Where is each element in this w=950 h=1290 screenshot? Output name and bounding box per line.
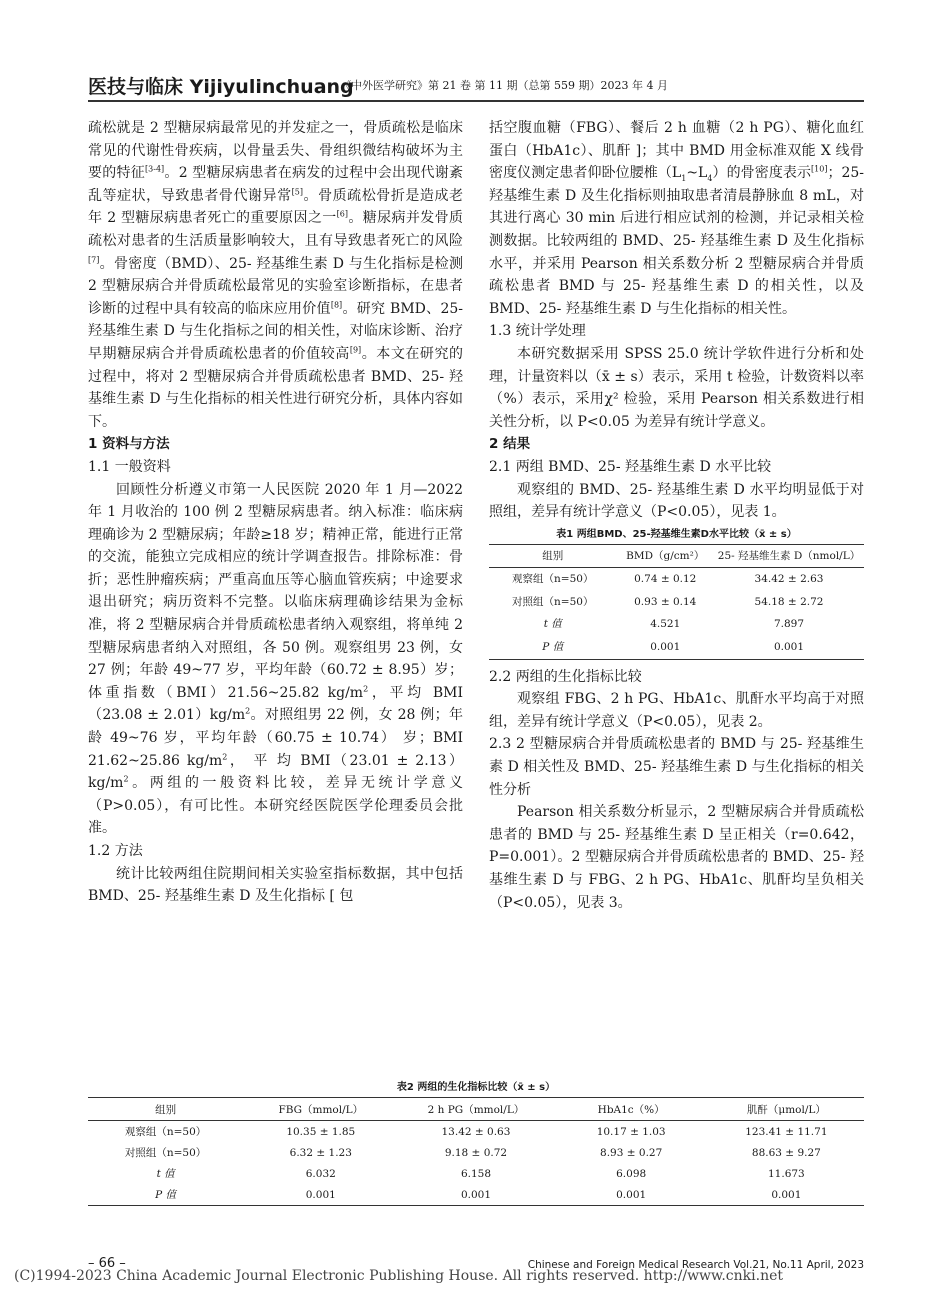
section-heading-methods: 1 资料与方法 bbox=[88, 436, 170, 453]
left-column bbox=[88, 117, 463, 908]
table2-header: 2 h PG（mmol/L） bbox=[398, 1098, 553, 1121]
table-cell: 7.897 bbox=[773, 618, 805, 631]
section-heading-results: 2 结果 bbox=[489, 436, 531, 453]
table-cell: 11.673 bbox=[768, 1167, 805, 1180]
table-cell: 10.35 ± 1.85 bbox=[286, 1125, 356, 1138]
table-cell: 10.17 ± 1.03 bbox=[596, 1125, 666, 1138]
table-cell: 54.18 ± 2.72 bbox=[754, 595, 824, 608]
page-header bbox=[88, 72, 864, 100]
table-cell: 6.032 bbox=[305, 1167, 336, 1180]
table-cell: 34.42 ± 2.63 bbox=[754, 573, 824, 586]
journal-citation: 《中外医学研究》第 21 卷 第 11 期（总第 559 期）2023 年 4 月 bbox=[340, 79, 668, 92]
table-cell: 0.001 bbox=[243, 1184, 398, 1206]
table-cell: t 值 bbox=[156, 1168, 175, 1180]
table-cell: 6.32 ± 1.23 bbox=[289, 1146, 352, 1159]
table-row bbox=[489, 613, 864, 636]
table-row bbox=[88, 1184, 864, 1206]
table-cell: 6.158 bbox=[460, 1167, 491, 1180]
subsection-heading-general: 1.1 一般资料 bbox=[88, 458, 171, 475]
table2 bbox=[88, 1097, 864, 1206]
table-cell: 6.098 bbox=[616, 1167, 647, 1180]
table1-header-row bbox=[489, 544, 864, 568]
journal-footer: Chinese and Foreign Medical Research Vol.21, No.11 April, 2023 bbox=[527, 1259, 864, 1271]
statistics-paragraph: 本研究数据采用 SPSS 25.0 统计学软件进行分析和处理，计量资料以（x̄ ± s）表示，采用 t 检验，计数资料以率（%）表示，采用χ² 检验，采用 Pearson 相关系数进行相关性分析，以 P<0.05 为差异有统计学意义。 bbox=[489, 345, 864, 430]
table-cell: 对照组（n=50） bbox=[512, 595, 594, 608]
table2-header: HbA1c（%） bbox=[554, 1098, 709, 1121]
table-cell: 0.001 bbox=[714, 636, 864, 659]
table-row bbox=[88, 1163, 864, 1184]
table1-header: 25- 羟基维生素 D（nmol/L） bbox=[714, 544, 864, 568]
biochem-paragraph: 观察组 FBG、2 h PG、HbA1c、肌酐水平均高于对照组，差异有统计学意义（P<0.05），见表 2。 bbox=[489, 691, 864, 730]
table-cell: 0.001 bbox=[554, 1184, 709, 1206]
table-row bbox=[88, 1142, 864, 1163]
table-cell: 8.93 ± 0.27 bbox=[600, 1146, 663, 1159]
table2-header: 肌酐（μmol/L） bbox=[709, 1098, 864, 1121]
table2-block bbox=[88, 1077, 864, 1206]
table-cell: 0.001 bbox=[709, 1184, 864, 1206]
subsection-heading-method: 1.2 方法 bbox=[88, 843, 143, 859]
table-cell: 对照组（n=50） bbox=[124, 1147, 207, 1159]
table-cell: 0.74 ± 0.12 bbox=[634, 573, 697, 586]
subsection-heading-biochem: 2.2 两组的生化指标比较 bbox=[489, 668, 642, 685]
table-row bbox=[489, 591, 864, 614]
table-cell: 88.63 ± 9.27 bbox=[751, 1146, 821, 1159]
table2-header: 组别 bbox=[88, 1098, 243, 1121]
table2-caption: 表2 两组的生化指标比较（x̄ ± s） bbox=[396, 1082, 556, 1093]
table-cell: 9.18 ± 0.72 bbox=[444, 1146, 508, 1159]
table-cell: P 值 bbox=[489, 636, 617, 659]
header-rule bbox=[88, 100, 864, 102]
table-cell: 13.42 ± 0.63 bbox=[441, 1125, 511, 1138]
general-data-paragraph: 回顾性分析遵义市第一人民医院 2020 年 1 月—2022 年 1 月收治的 100 例 2 型糖尿病患者。纳入标准：临床病理确诊为 2 型糖尿病；年龄≥18 岁；精神正常，能进行正常的交流，能独立完成相应的统计学调查报告。排除标准：骨折；恶性肿瘤疾病；严重高血压等心脑血管疾病；中途要求退出研究；病历资料不完整。以临床病理确诊结果为金标准，将 2 型糖尿病合并骨质疏松患者纳入观察组，将单纯 2 型糖尿病患者纳入对照组，各 50 例。观察组男 23 例，女 27 例；年龄 49~77 岁，平均年龄（60.72 ± 8.95）岁；体重指数（BMI）21.56~25.82 $kg/m^2$，平均 $BMI(23.08 \pm 2.01)kg/m^2$。对照组男 22 例，女 28 例；年龄 49~76 岁，平均年龄（60.75 ± 10.74） 岁；BMI 21.62~25.86 $kg/m^2$， 平 均 $BMI(23.01 \pm 2.13)kg/m^2$。两组的一般资料比较，差异无统计学意义（P>0.05），有可比性。本研究经医院医学伦理委员会批准。 bbox=[88, 481, 463, 837]
table-cell: P 值 bbox=[88, 1184, 243, 1206]
table1 bbox=[489, 544, 864, 660]
table-cell: 0.001 bbox=[617, 636, 715, 659]
subsection-heading-statistics: 1.3 统计学处理 bbox=[489, 323, 586, 340]
table-row bbox=[489, 636, 864, 659]
intro-paragraph: 疏松就是 2 型糖尿病最常见的并发症之一，骨质疏松是临床常见的代谢性骨疾病，以骨量丢失、骨组织微结构破坏为主要的特征[3-4]。2 型糖尿病患者在病发的过程中会出现代谢紊乱等症状，导致患者骨代谢异常[5]。骨质疏松骨折是造成老年 2 型糖尿病患者死亡的重要原因之一[6]。糖尿病并发骨质疏松对患者的生活质量影响较大，且有导致患者死亡的风险[7]。骨密度（BMD）、25- 羟基维生素 D 与生化指标是检测 2 型糖尿病合并骨质疏松最常见的实验室诊断指标，在患者诊断的过程中具有较高的临床应用价值[8]。研究 BMD、25- 羟基维生素 D 与生化指标之间的相关性，对临床诊断、治疗早期糖尿病合并骨质疏松患者的价值较高[9]。本文在研究的过程中，将对 2 型糖尿病合并骨质疏松患者 BMD、25- 羟基维生素 D 与生化指标的相关性进行研究分析，具体内容如下。 bbox=[88, 120, 464, 430]
table1-caption: 表1 两组BMD、25-羟基维生素D水平比较（x̄ ± s） bbox=[556, 528, 797, 540]
table1-header: 组别 bbox=[489, 544, 617, 568]
table-cell: 4.521 bbox=[650, 618, 681, 631]
table2-header-row bbox=[88, 1098, 864, 1121]
method-paragraph-continued: 括空腹血糖（FBG）、餐后 2 h 血糖（2 h PG）、糖化血红蛋白（HbA1c）、肌酐 ]；其中 BMD 用金标准双能 X 线骨密度仪测定患者仰卧位腰椎$(L_1\sim L_4)$的骨密度表示[10]；25- 羟基维生素 D 及生化指标则抽取患者清晨静脉血 8 mL，对其进行离心 30 min 后进行相应试剂的检测，并记录相关检测数据。比较两组的 BMD、25- 羟基维生素 D 及生化指标水平，并采用 Pearson 相关系数分析 2 型糖尿病合并骨质疏松患者 BMD 与 25- 羟基维生素 D 的相关性，以及 BMD、25- 羟基维生素 D 与生化指标的相关性。 bbox=[489, 120, 864, 317]
copyright-watermark: (C)1994-2023 China Academic Journal Electronic Publishing House. All rights reserved. http://www.cnki.net bbox=[14, 1268, 784, 1284]
table-row bbox=[88, 1121, 864, 1143]
subsection-heading-bmd: 2.1 两组 BMD、25- 羟基维生素 D 水平比较 bbox=[489, 458, 772, 475]
table-cell: 0.93 ± 0.14 bbox=[634, 595, 697, 608]
right-column bbox=[489, 117, 864, 914]
table-cell: t 值 bbox=[543, 618, 562, 631]
method-paragraph: 统计比较两组住院期间相关实验室指标数据，其中包括 BMD、25- 羟基维生素 D 及生化指标 [ 包 bbox=[88, 865, 463, 905]
bmd-paragraph: 观察组的 BMD、25- 羟基维生素 D 水平均明显低于对照组，差异有统计学意义（P<0.05），见表 1。 bbox=[489, 481, 864, 521]
table2-header: FBG（mmol/L） bbox=[243, 1098, 398, 1121]
table1-header: BMD（g/cm²） bbox=[617, 544, 715, 568]
subsection-heading-correlation: 2.3 2 型糖尿病合并骨质疏松患者的 BMD 与 25- 羟基维生素 D 相关性及 BMD、25- 羟基维生素 D 与生化指标的相关性分析 bbox=[489, 736, 864, 798]
table-cell: 观察组（n=50） bbox=[124, 1126, 207, 1138]
correlation-paragraph: Pearson 相关系数分析显示，2 型糖尿病合并骨质疏松患者的 BMD 与 25- 羟基维生素 D 呈正相关（r=0.642，P=0.001）。2 型糖尿病合并骨质疏松患者的 BMD、25- 羟基维生素 D 与 FBG、2 h PG、HbA1c、肌酐均呈负相关（P<0.05），见表 3。 bbox=[489, 804, 864, 911]
table-cell: 123.41 ± 11.71 bbox=[745, 1125, 828, 1138]
page-number: – 66 – bbox=[88, 1256, 126, 1271]
table-row bbox=[489, 568, 864, 591]
section-brand: 医技与临床 Yijiyulinchuang bbox=[88, 76, 354, 98]
table-cell: 观察组（n=50） bbox=[512, 573, 594, 586]
table-cell: 0.001 bbox=[398, 1184, 553, 1206]
